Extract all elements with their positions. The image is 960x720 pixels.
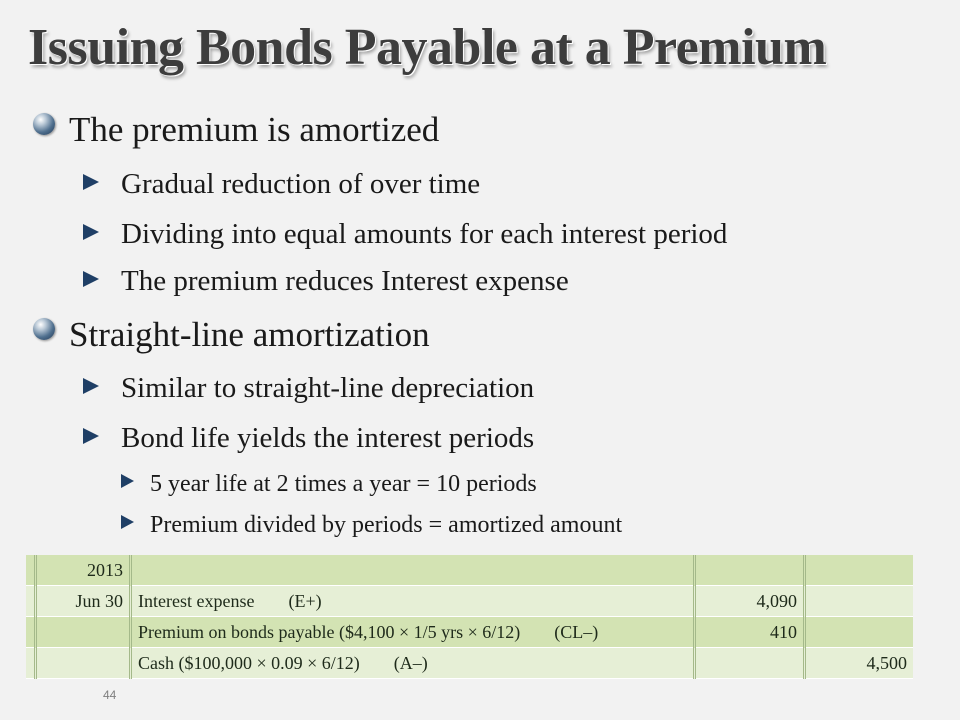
arrow-bullet-icon (83, 271, 99, 287)
date-cell: Jun 30 (36, 586, 131, 617)
subsubbullet-premium-divided (121, 512, 622, 539)
bullet-text: Straight-line amortization (69, 315, 430, 354)
subbullet-equal-amounts (83, 218, 727, 251)
bullet-text: Similar to straight-line depreciation (121, 372, 535, 404)
bullet-text: Gradual reduction of over time (121, 168, 481, 200)
debit-cell (695, 555, 805, 586)
bullet-text: The premium is amortized (69, 110, 440, 149)
table-row (26, 648, 913, 679)
subbullet-reduces-interest (83, 265, 569, 298)
bullet-text: 5 year life at 2 times a year = 10 periods (150, 471, 537, 497)
orb-bullet-icon (33, 318, 55, 340)
bullet-text: Dividing into equal amounts for each interest period (121, 218, 728, 250)
account-name: Interest expense (138, 590, 255, 611)
date-cell (36, 648, 131, 679)
arrow-bullet-icon (121, 515, 134, 529)
account-type-tag: (CL–) (554, 621, 599, 642)
arrow-bullet-icon (83, 174, 99, 190)
table-row (26, 617, 913, 648)
account-cell (131, 555, 695, 586)
credit-cell (805, 586, 914, 617)
bullet-premium-amortized (33, 110, 439, 150)
slide-title: Issuing Bonds Payable at a Premium (28, 19, 827, 76)
account-name: Cash ($100,000 × 0.09 × 6/12) (138, 652, 360, 673)
table-row (26, 586, 913, 617)
arrow-bullet-icon (83, 428, 99, 444)
bullet-text: Premium divided by periods = amortized amount (150, 512, 623, 538)
subbullet-gradual-reduction (83, 168, 480, 201)
page-number: 44 (103, 688, 117, 702)
credit-cell (805, 555, 914, 586)
subbullet-similar-depreciation (83, 372, 534, 405)
account-cell (131, 586, 695, 617)
journal-entry-table (26, 555, 913, 679)
bullet-text: Bond life yields the interest periods (121, 422, 535, 454)
arrow-bullet-icon (83, 378, 99, 394)
table-row (26, 555, 913, 586)
account-cell (131, 617, 695, 648)
orb-bullet-icon (33, 113, 55, 135)
subsubbullet-periods (121, 471, 537, 498)
account-type-tag: (E+) (288, 590, 322, 611)
debit-cell (695, 648, 805, 679)
account-cell (131, 648, 695, 679)
date-cell: 2013 (36, 555, 131, 586)
subbullet-bond-life (83, 422, 534, 455)
credit-cell: 4,500 (805, 648, 914, 679)
account-type-tag: (A–) (393, 652, 428, 673)
debit-cell: 4,090 (695, 586, 805, 617)
bullet-text: The premium reduces Interest expense (121, 265, 569, 297)
arrow-bullet-icon (121, 474, 134, 488)
bullet-straight-line (33, 315, 430, 355)
debit-cell: 410 (695, 617, 805, 648)
arrow-bullet-icon (83, 224, 99, 240)
date-cell (36, 617, 131, 648)
credit-cell (805, 617, 914, 648)
account-name: Premium on bonds payable ($4,100 × 1/5 yrs × 6/12) (138, 621, 521, 642)
